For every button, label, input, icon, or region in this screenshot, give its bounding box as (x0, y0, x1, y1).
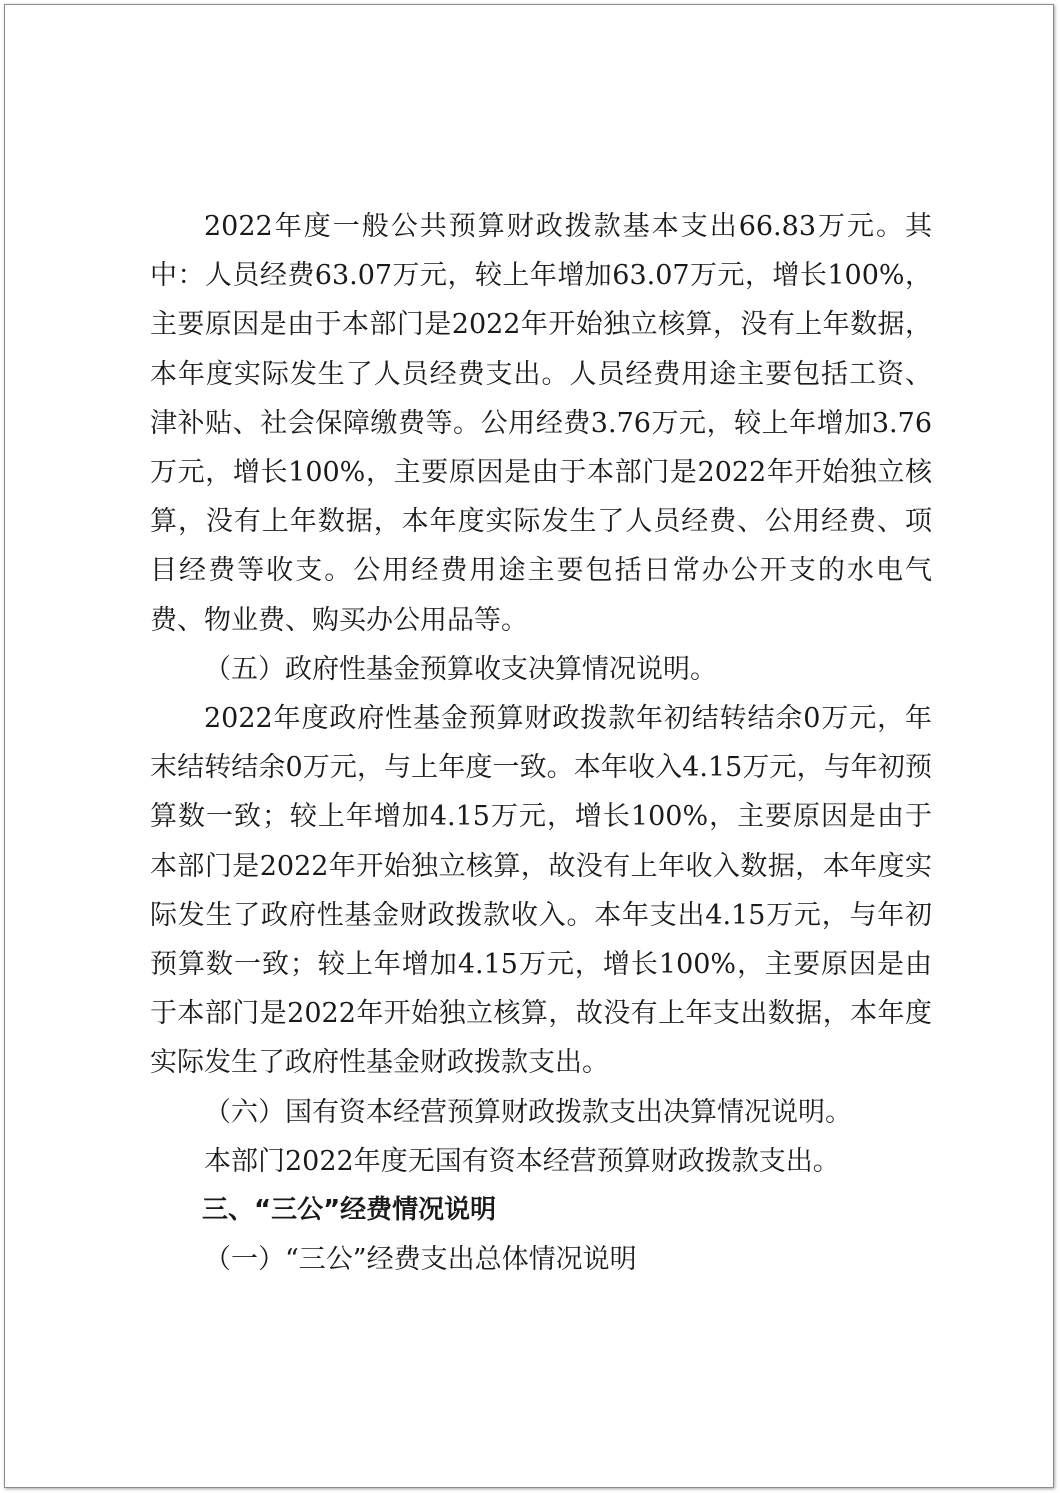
section-heading-state-capital: （六）国有资本经营预算财政拨款支出决算情况说明。 (204, 1096, 852, 1128)
paragraph-basic-expenditure: 2022年度一般公共预算财政拨款基本支出66.83万元。其中：人员经费63.07万元，较上年增加63.07万元，增长100%，主要原因是由于本部门是2022年开始独立核算，没有上年数据，本年度实际发生了人员经费支出。人员经费用途主要包括工资、津补贴、社会保障缴费等。公用经费3.76万元，较上年增加3.76万元，增长100%，主要原因是由于本部门是2022年开始独立核算，没有上年数据，本年度实际发生了人员经费、公用经费、项目经费等收支。公用经费用途主要包括日常办公开支的水电气费、物业费、购买办公用品等。 (150, 211, 932, 636)
subsection-heading-three-public-overview: （一）“三公”经费支出总体情况说明 (204, 1244, 637, 1276)
section-heading-three-public: 三、“三公”经费情况说明 (202, 1195, 497, 1226)
document-page (4, 4, 1054, 1488)
document-body (150, 202, 932, 1284)
paragraph-state-capital: 本部门2022年度无国有资本经营预算财政拨款支出。 (204, 1145, 840, 1177)
section-heading-government-fund: （五）政府性基金预算收支决算情况说明。 (204, 653, 717, 685)
paragraph-government-fund: 2022年度政府性基金预算财政拨款年初结转结余0万元，年末结转结余0万元，与上年度一致。本年收入4.15万元，与年初预算数一致；较上年增加4.15万元，增长100%，主要原因是由于本部门是2022年开始独立核算，故没有上年收入数据，本年度实际发生了政府性基金财政拨款收入。本年支出4.15万元，与年初预算数一致；较上年增加4.15万元，增长100%，主要原因是由于本部门是2022年开始独立核算，故没有上年支出数据，本年度实际发生了政府性基金财政拨款支出。 (150, 703, 932, 1079)
